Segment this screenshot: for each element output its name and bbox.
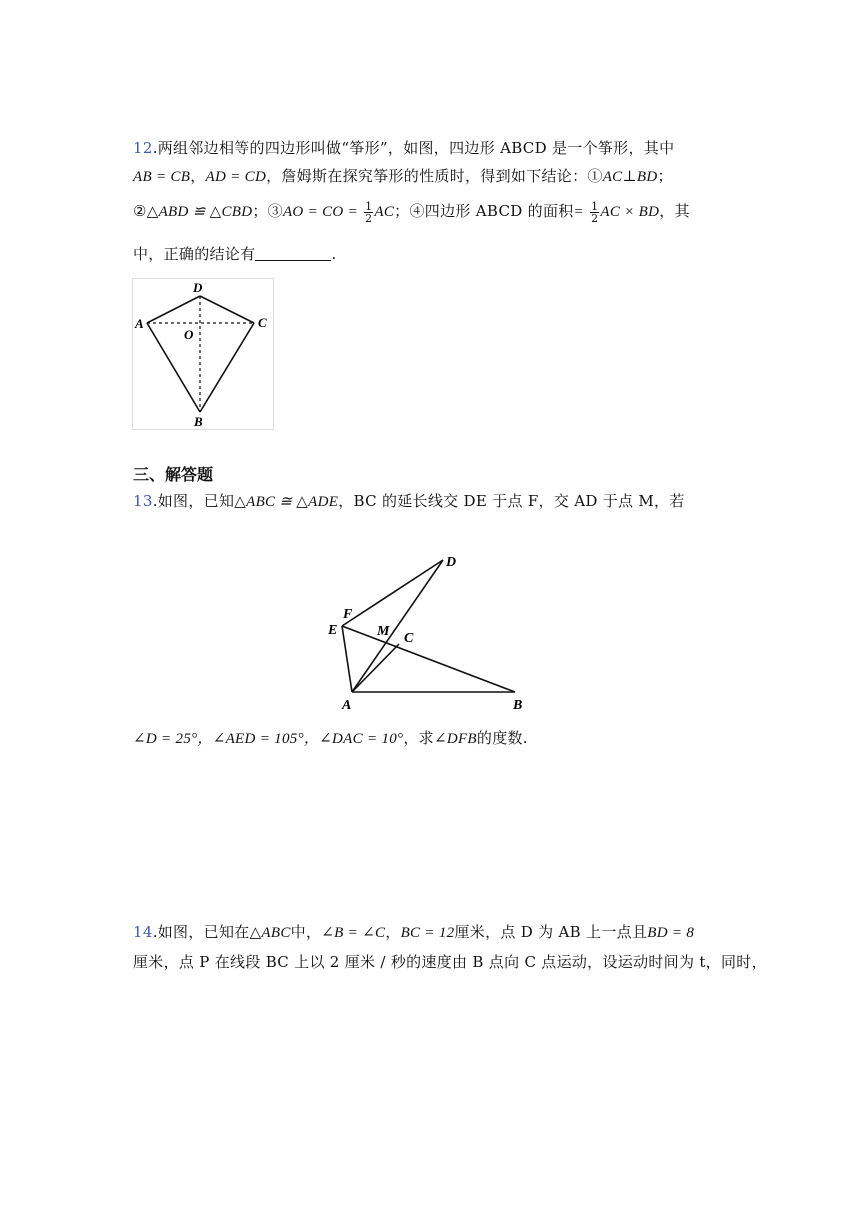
label-o: O [184,327,194,342]
label-d: D [193,280,203,295]
edge-ed [342,560,443,626]
q12-line-3 [133,200,733,224]
fraction-half [364,201,373,224]
q12-text-3: ，其 [659,202,690,220]
q14-text-1: .如图，已知在 [152,923,250,941]
math-bd-8: BD = 8 [647,925,695,941]
math-triangle-abc: △ABC [249,925,291,941]
q12-text-2: ，詹姆斯在探究筝形的性质时，得到如下结论：① [266,167,603,185]
q12-punct: ， [190,167,206,185]
edge-fb [342,626,515,692]
math-congruent: △ABD ≌ △CBD [146,204,253,220]
q14-line-2 [133,951,767,973]
frac-den: 2 [365,211,373,225]
frac-den: 2 [591,211,599,225]
answer-blank[interactable] [255,246,331,261]
q14-punct: ， [385,923,401,941]
q14-line-1 [133,921,733,944]
section-heading: 三、解答题 [133,465,214,484]
math-angle-values: ∠D = 25°，∠AED = 105°，∠DAC = 10° [133,731,404,747]
q13-text-3: ，求 [403,729,434,747]
q12-circle-2: ② [133,202,147,220]
math-ac-times-bd: AC × BD [600,204,660,220]
frac-num: 1 [591,199,599,213]
math-ad-cd: AD = CD [205,169,267,185]
q12-circle-4: ；④四边形 ABCD 的面积 [394,202,574,220]
label-a: A [135,316,144,331]
label-a: A [342,698,352,713]
q13-line-2 [133,727,733,750]
q14-text-4: 厘米，点 P 在线段 BC 上以 2 厘米 / 秒的速度由 B 点向 C 点运动，设运动时间为 t，同时， [133,953,767,971]
math-congruent-abc-ade: △ABC ≅ △ADE [234,494,339,510]
q12-line-1 [133,137,733,159]
triangles-figure [322,548,542,713]
q12-circle-3: ；③ [252,202,283,220]
math-angle-b-c: ∠B = ∠C [321,925,386,941]
question-number: 13 [133,492,153,510]
frac-num: 1 [365,199,373,213]
label-b: B [513,698,523,713]
q13-text-1: .如图，已知 [152,492,235,510]
math-ab-cb: AB = CB [133,169,191,185]
edge-ac [352,644,399,692]
kite-figure [132,278,274,430]
q12-punct: ； [657,167,673,185]
q13-line-1 [133,490,733,513]
fraction-half-2 [590,201,599,224]
label-f: F [343,607,353,622]
label-d: D [446,555,457,570]
label-b: B [194,414,203,429]
edge-ae [342,626,352,692]
q13-text-4: 的度数. [476,729,528,747]
q13-text-2: ，BC 的延长线交 DE 于点 F，交 AD 于点 M，若 [338,492,685,510]
question-number: 12 [133,139,153,157]
q12-period: . [331,245,337,263]
q14-text-2: 中， [290,923,322,941]
label-c: C [404,631,414,646]
edge-cb [200,323,254,412]
label-e: E [328,623,338,638]
edge-ad [352,560,443,692]
q14-text-3: 厘米，点 D 为 AB 上一点且 [454,923,648,941]
q12-text-1: .两组邻边相等的四边形叫做“筝形”，如图，四边形 ABCD 是一个筝形，其中 [152,139,675,157]
math-ac: AC [374,204,395,220]
math-eq: = [573,204,584,220]
edge-dc [200,296,254,323]
label-m: M [377,624,390,639]
math-ac-perp-bd: AC⊥BD [602,169,658,185]
q12-text-4: 中，正确的结论有 [133,245,256,263]
question-number: 14 [133,923,153,941]
math-ao-co: AO = CO = [282,204,358,220]
edge-ad [147,296,200,323]
q12-line-2 [133,165,733,188]
q12-line-4 [133,243,733,265]
math-angle-dfb: ∠DFB [433,731,477,747]
label-c: C [258,315,267,330]
math-bc-12: BC = 12 [400,925,455,941]
